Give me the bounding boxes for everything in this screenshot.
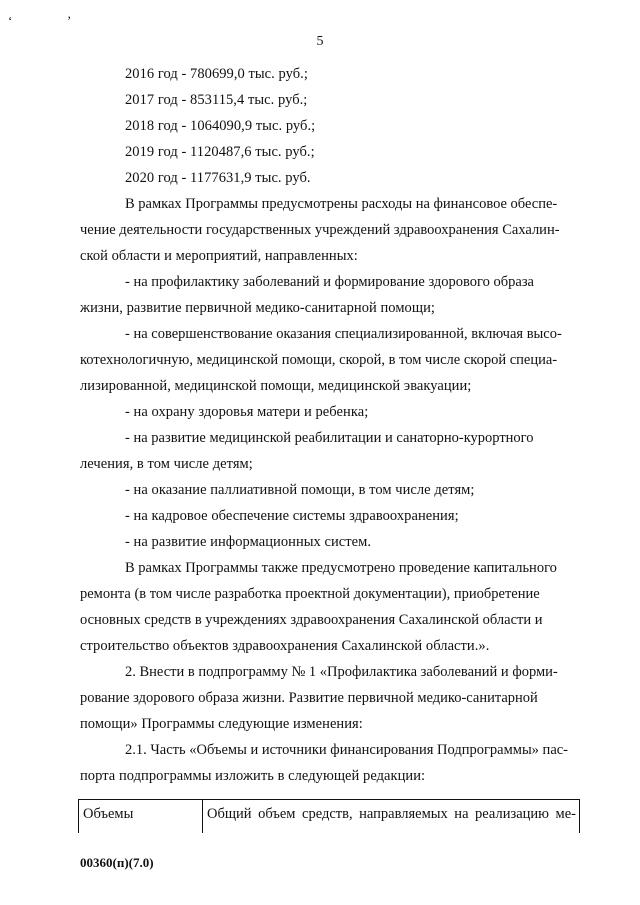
list-item: - на оказание паллиативной помощи, в том числе детям; <box>125 482 475 498</box>
paragraph-line: рование здорового образа жизни. Развитие первичной медико-санитарной <box>80 690 538 706</box>
table-cell-text: Общий объем средств, направляемых на реализацию ме- <box>207 806 576 822</box>
list-item: - на кадровое обеспечение системы здравоохранения; <box>125 508 459 524</box>
funding-year-2017: 2017 год - 853115,4 тыс. руб.; <box>125 92 308 108</box>
list-item-continuation: жизни, развитие первичной медико-санитарной помощи; <box>80 300 435 316</box>
corner-mark-right: ’ <box>67 13 72 28</box>
page-number: 5 <box>316 34 324 49</box>
list-item: - на развитие медицинской реабилитации и санаторно-курортного <box>125 430 534 446</box>
paragraph-line: основных средств в учреждениях здравоохранения Сахалинской области и <box>80 612 543 628</box>
paragraph-line: строительство объектов здравоохранения Сахалинской области.». <box>80 638 490 654</box>
list-item: - на профилактику заболеваний и формирование здорового образа <box>125 274 534 290</box>
list-item: - на совершенствование оказания специализированной, включая высо- <box>125 326 562 342</box>
passport-table <box>78 799 580 833</box>
table-cell-label: Объемы <box>79 800 203 834</box>
paragraph-line: чение деятельности государственных учреждений здравоохранения Сахалин- <box>80 222 560 238</box>
list-item: - на развитие информационных систем. <box>125 534 372 550</box>
paragraph-line: ской области и мероприятий, направленных: <box>80 248 358 264</box>
paragraph-line: В рамках Программы также предусмотрено проведение капитального <box>125 560 557 576</box>
table-cell-value <box>203 800 580 834</box>
table-row <box>79 800 580 834</box>
paragraph-line: В рамках Программы предусмотрены расходы на финансовое обеспе- <box>125 196 558 212</box>
funding-year-2020: 2020 год - 1177631,9 тыс. руб. <box>125 170 311 186</box>
list-item-continuation: котехнологичную, медицинской помощи, скорой, в том числе скорой специа- <box>80 352 558 368</box>
list-item-continuation: лечения, в том числе детям; <box>80 456 253 472</box>
paragraph-line: 2.1. Часть «Объемы и источники финансирования Подпрограммы» пас- <box>125 742 569 758</box>
list-item: - на охрану здоровья матери и ребенка; <box>125 404 369 420</box>
footer-document-code: 00360(п)(7.0) <box>80 855 154 870</box>
paragraph-line: ремонта (в том числе разработка проектной документации), приобретение <box>80 586 540 602</box>
paragraph-line: порта подпрограммы изложить в следующей редакции: <box>80 768 426 784</box>
corner-mark-left: ‘ <box>8 13 13 28</box>
paragraph-line: помощи» Программы следующие изменения: <box>80 716 363 732</box>
funding-year-2019: 2019 год - 1120487,6 тыс. руб.; <box>125 144 315 160</box>
paragraph-line: 2. Внести в подпрограмму № 1 «Профилактика заболеваний и форми- <box>125 664 558 680</box>
funding-year-2016: 2016 год - 780699,0 тыс. руб.; <box>125 66 308 82</box>
list-item-continuation: лизированной, медицинской помощи, медицинской эвакуации; <box>80 378 472 394</box>
funding-year-2018: 2018 год - 1064090,9 тыс. руб.; <box>125 118 316 134</box>
